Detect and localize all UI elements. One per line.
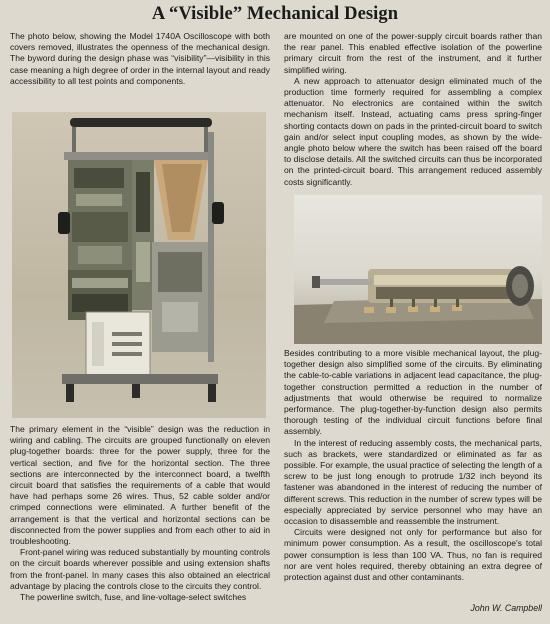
author-byline: John W. Campbell: [470, 603, 542, 613]
left-column-intro: [10, 31, 270, 87]
paragraph: Circuits were designed not only for performance but also for minimum power consumption. As a result, the oscilloscope's total power consumption is less than 100 VA. Thus, no fan is required nor are vent holes required, thereby obtaining an extra degree of protection against dust and other contaminants.: [284, 527, 542, 583]
paragraph: In the interest of reducing assembly costs, the mechanical parts, such as brackets, were standardized or eliminated as far as possible. For example, the usual practice of selecting the length of a screw to be just long enough to protrude 1/32 inch beyond its fastener was abandoned in the interest of reducing the number of different screws. This reduction in the number of screw types will be especially appreciated by service personnel who may have an occasion to disassemble and reassemble the instrument.: [284, 437, 542, 527]
oscilloscope-photo: [12, 112, 266, 418]
paragraph: are mounted on one of the power-supply circuit boards rather than the rear panel. This enabled effective isolation of the powerline primary circuit from the rest of the instrument, and it further simplified wiring.: [284, 31, 542, 75]
paragraph: The powerline switch, fuse, and line-voltage-select switches: [20, 592, 247, 603]
article-title: A “Visible” Mechanical Design: [151, 4, 399, 24]
paragraph: Besides contributing to a more visible mechanical layout, the plug-together design also simplified some of the circuits. By eliminating the cable-to-cable variations in adjacent lead capacitance, the plug-together construction permitted a reduction in the number of adjustments that would otherwise be required to normalize performance. The plug-together-by-function design also permits thorough testing of the individual circuit functions before final assembly.: [284, 348, 542, 437]
attenuator-photo: [294, 195, 542, 344]
paragraph: A new approach to attenuator design eliminated much of the production time formerly required for assembling a complex attenuator. No electronics are contained within the switch mechanism itself. Instead, actuating cams press spring-finger shorting contacts down on pads in the printed-circuit board to switch gain and/or select input coupling modes, as shown by the wide-angle photo below where the switch has been raised off the board to disclose details. All the switched circuits can thus be incorporated on the printed-circuit board. This arrangement reduced assembly costs significantly.: [284, 75, 542, 187]
paragraph: The photo below, showing the Model 1740A Oscilloscope with both covers removed, illustrates the openness of the mechanical design. The byword during the design phase was “visibility”—visibility in this case meaning a high degree of order in the internal layout and ready accessibility to all test points and components.: [10, 31, 270, 86]
right-column-body: [284, 348, 542, 583]
paragraph: Front-panel wiring was reduced substantially by mounting controls on the circuit boards wherever possible and using extension shafts from the front-panel. In many cases this also obtained an electrical advantage by placing the controls close to the circuits they control.: [10, 547, 270, 591]
oscilloscope-illustration: [12, 112, 266, 418]
paragraph: The primary element in the “visible” design was the reduction in wiring and cabling. The circuits are grouped functionally on eleven plug-together boards: three for the power supply, three for the vertical section, and five for the horizontal section. The three sections are interconnected by the interconnect board, a twelfth circuit board that satisfies the requirements of a cable that would have had perhaps some 26 wires. Thus, 52 cable solder and/or crimped connections were eliminated. A further benefit of the arrangement is that the vertical and horizontal sections can be disconnected from the power supplies and from each other to aid in troubleshooting.: [10, 424, 270, 547]
attenuator-illustration: [294, 195, 542, 344]
left-column-body: [10, 424, 270, 603]
right-column-intro: [284, 31, 542, 188]
